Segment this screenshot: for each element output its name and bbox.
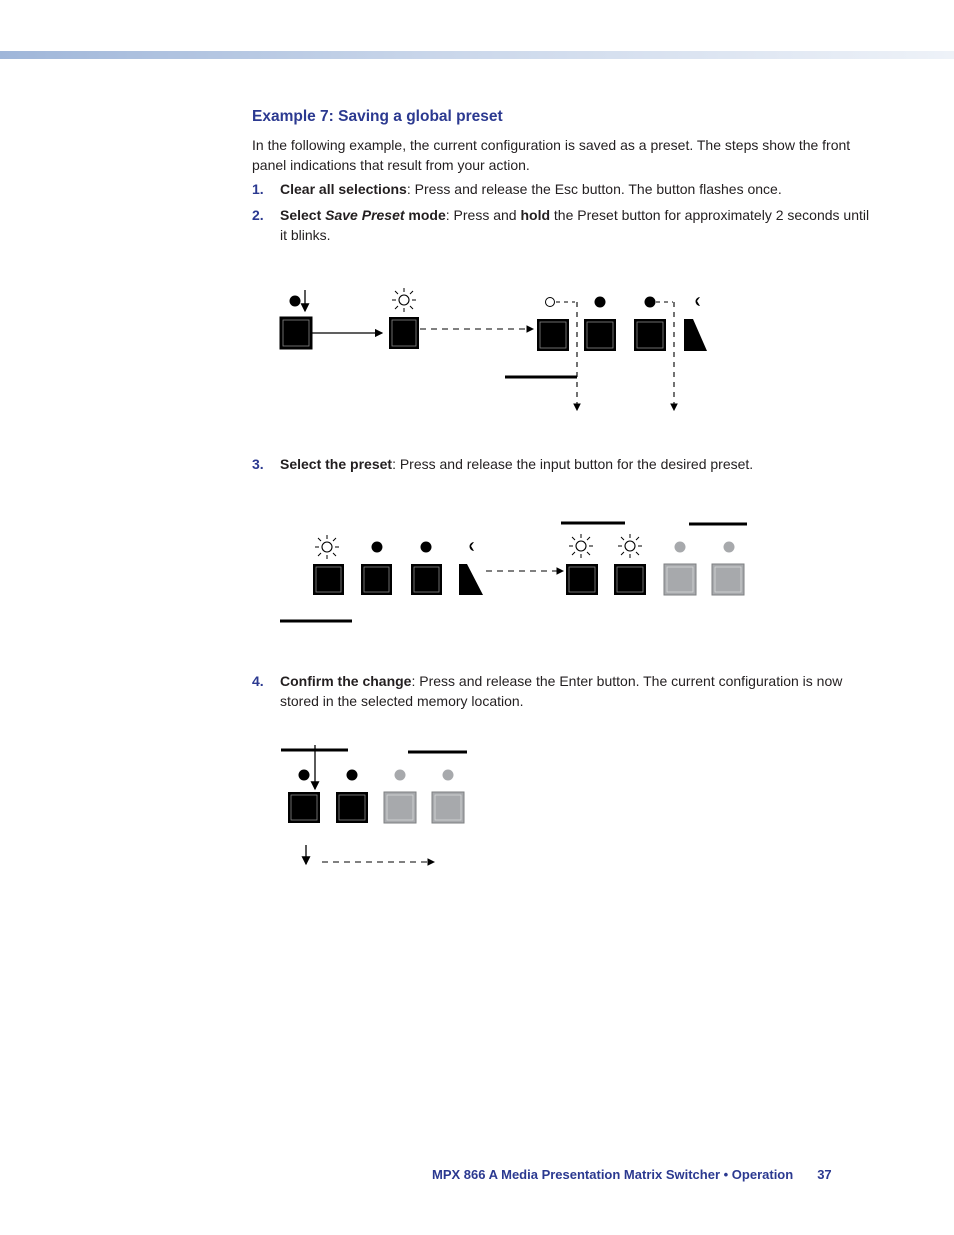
step-title: Select the preset: [280, 456, 393, 472]
step-text: : Press and release the input button for the desired preset.: [392, 456, 754, 472]
panel-button: [614, 564, 646, 595]
figure-save-preset-mode: [280, 288, 707, 410]
led-on-icon: [290, 296, 301, 307]
led-dim-icon: [395, 770, 406, 781]
step-title-pre: Select: [280, 207, 326, 223]
step-number: 4.: [252, 673, 264, 689]
panel-button: [336, 792, 368, 823]
footer-title: MPX 866 A Media Presentation Matrix Switcher • Operation: [432, 1167, 794, 1182]
step-title-mode: mode: [404, 207, 446, 223]
led-on-icon: [645, 297, 656, 308]
led-partial-icon: [696, 297, 701, 306]
panel-button-cut: [459, 564, 483, 595]
step-title: Clear all selections: [280, 181, 407, 197]
led-flash-icon: [569, 534, 593, 558]
panel-button-inactive: [432, 792, 464, 823]
step-text: : Press and release the Enter button. The current configuration is now stored in the selected memory location.: [280, 673, 843, 709]
page-footer: [432, 1167, 832, 1182]
led-on-icon: [347, 770, 358, 781]
step-title: Confirm the change: [280, 673, 412, 689]
panel-button: [537, 319, 569, 351]
led-partial-icon: [470, 542, 475, 551]
step-text: : Press and release the Esc button. The button flashes once.: [406, 181, 782, 197]
esc-button: [280, 317, 312, 349]
preset-button: [566, 564, 598, 595]
panel-button: [361, 564, 392, 595]
panel-button: [584, 319, 616, 351]
esc-button-flashing: [389, 317, 419, 349]
led-on-icon: [421, 542, 432, 553]
panel-button-inactive: [384, 792, 416, 823]
step-number: 2.: [252, 207, 264, 223]
led-flash-icon: [315, 535, 339, 559]
led-flash-icon: [618, 534, 642, 558]
step-text-hold: hold: [520, 207, 551, 223]
step-number: 1.: [252, 181, 264, 197]
section-heading: Example 7: Saving a global preset: [252, 108, 503, 125]
step-text: the Preset button for approximately 2 seconds until it blinks.: [280, 207, 870, 243]
led-flash-icon: [392, 288, 416, 312]
step-title-mode-name: Save Preset: [325, 207, 405, 223]
intro-paragraph: In the following example, the current configuration is saved as a preset. The steps show the front panel indications that result from your action.: [252, 137, 851, 173]
panel-button: [634, 319, 666, 351]
step-text-mid: : Press and: [445, 207, 521, 223]
panel-button-inactive: [712, 564, 744, 595]
step-number: 3.: [252, 456, 264, 472]
led-on-icon: [372, 542, 383, 553]
led-on-icon: [595, 297, 606, 308]
led-off-icon: [546, 298, 555, 307]
led-dim-icon: [675, 542, 686, 553]
figure-select-preset: [280, 523, 747, 621]
page-number: 37: [817, 1167, 832, 1182]
panel-button: [411, 564, 442, 595]
panel-button-cut: [684, 319, 707, 351]
panel-button-inactive: [664, 564, 696, 595]
figure-confirm-change: [281, 745, 467, 864]
led-on-icon: [299, 770, 310, 781]
led-dim-icon: [724, 542, 735, 553]
enter-button: [288, 792, 320, 823]
led-dim-icon: [443, 770, 454, 781]
panel-button: [313, 564, 344, 595]
